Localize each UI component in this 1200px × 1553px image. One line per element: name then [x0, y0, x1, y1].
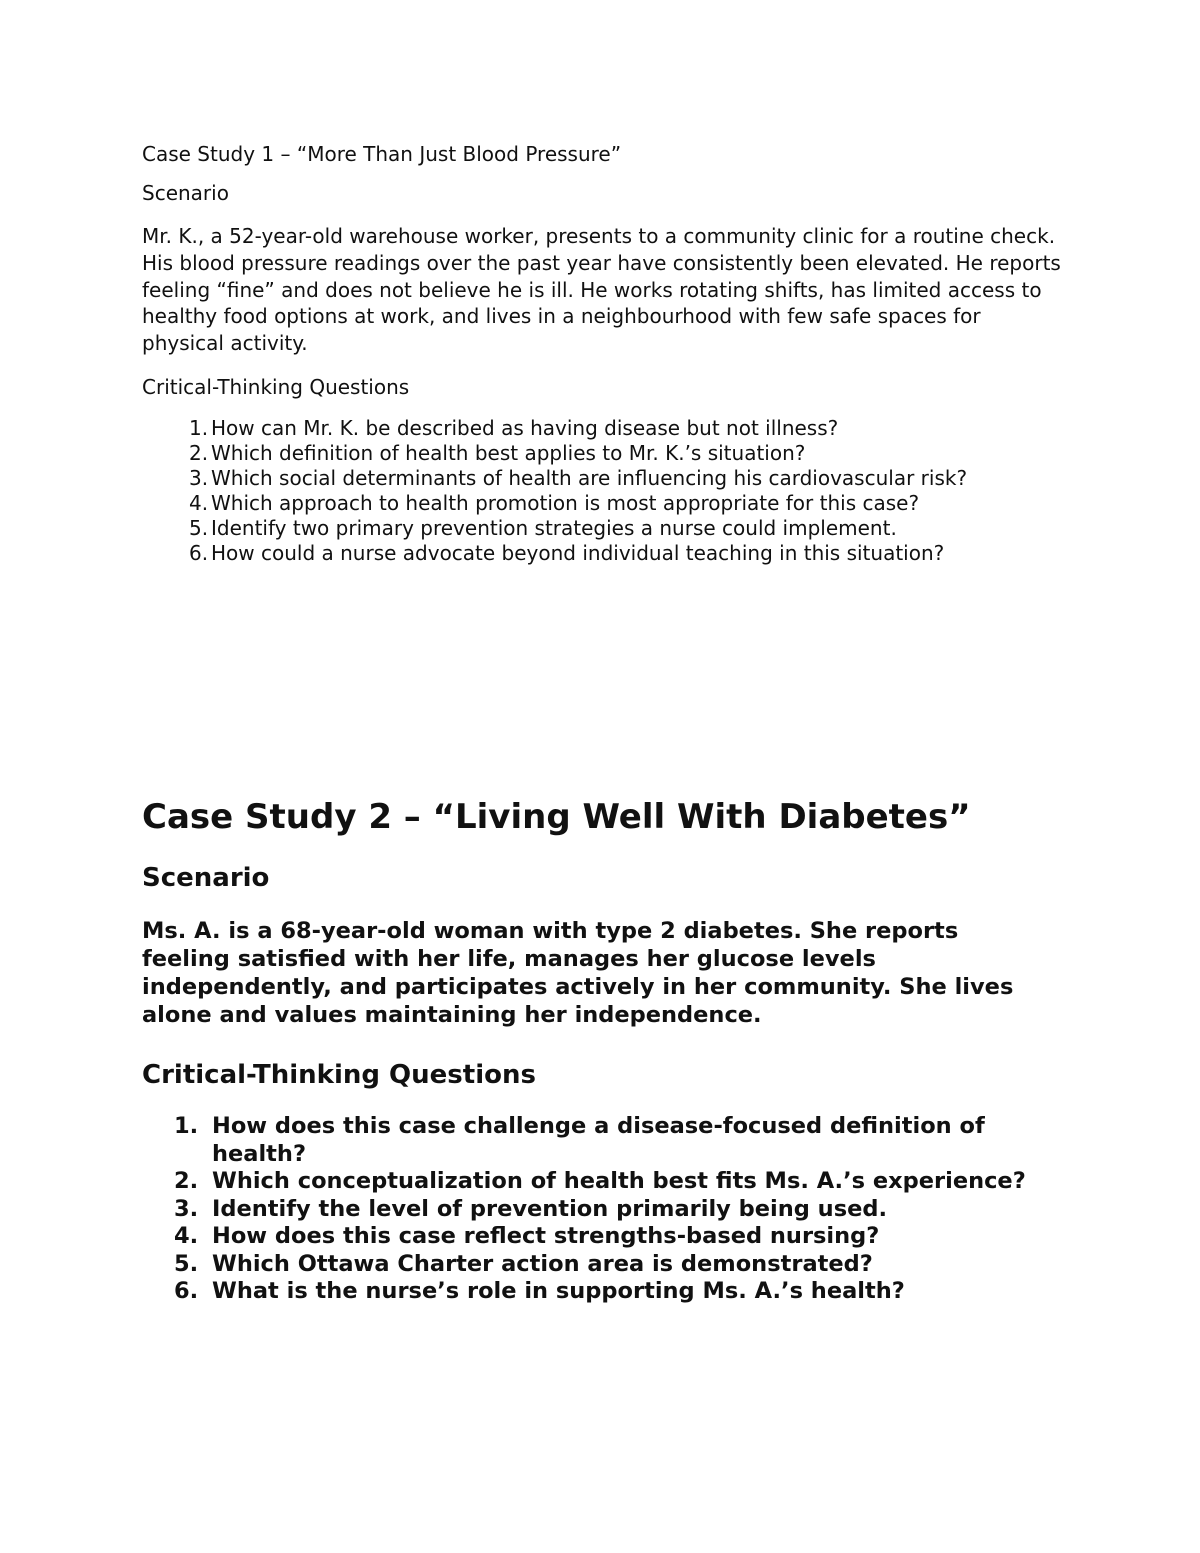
- question-number: 2.: [174, 1168, 199, 1194]
- question-number: 6.: [174, 1278, 199, 1304]
- question-text: Which conceptualization of health best fits Ms. A.’s experience?: [212, 1168, 1026, 1194]
- list-item: [142, 1168, 1082, 1196]
- question-text: What is the nurse’s role in supporting Ms. A.’s health?: [212, 1278, 905, 1304]
- question-text: Identify two primary prevention strategies a nurse could implement.: [211, 515, 897, 540]
- question-text: How can Mr. K. be described as having disease but not illness?: [211, 415, 839, 440]
- question-text: Which Ottawa Charter action area is demonstrated?: [212, 1250, 873, 1277]
- question-number: 6.: [189, 540, 209, 565]
- case-study-2-scenario-text: Ms. A. is a 68-year-old woman with type 2 diabetes. She reports feeling satisfied with her life, manages her glucose levels independently, and participates actively in her community. She lives alone and values maintaining her independence.: [142, 918, 1014, 1028]
- list-item: [142, 541, 1082, 566]
- question-text: Which social determinants of health are influencing his cardiovascular risk?: [211, 465, 968, 490]
- question-number: 1.: [189, 415, 209, 440]
- question-number: 2.: [189, 440, 209, 465]
- list-item: [142, 441, 1082, 466]
- question-text: Which approach to health promotion is most appropriate for this case?: [211, 490, 920, 515]
- case-study-1-scenario-text: Mr. K., a 52-year-old warehouse worker, presents to a community clinic for a routine check. His blood pressure readings over the past year have consistently been elevated. He reports feeling “fine” and does not believe he is ill. He works rotating shifts, has limited access to healthy food options at work, and lives in a neighbourhood with few safe spaces for physical activity.: [142, 224, 1061, 356]
- question-number: 5.: [174, 1250, 199, 1277]
- question-number: 4.: [174, 1223, 199, 1249]
- question-text: Identify the level of prevention primarily being used.: [212, 1195, 888, 1222]
- question-number: 3.: [189, 465, 209, 490]
- case-study-2-scenario-heading: Scenario: [142, 863, 270, 893]
- case-study-1-title: Case Study 1 – “More Than Just Blood Pressure”: [142, 142, 622, 166]
- case-study-1-question-list: [142, 416, 1082, 566]
- case-study-2: [142, 796, 1082, 1306]
- list-item: [142, 516, 1082, 541]
- list-item: [142, 1196, 1082, 1224]
- list-item: [142, 466, 1082, 491]
- case-study-1: [142, 141, 1082, 566]
- case-study-2-question-list: [142, 1113, 1082, 1306]
- list-item: [142, 416, 1082, 441]
- question-text: How does this case challenge a disease-focused definition of health?: [212, 1113, 985, 1167]
- question-number: 1.: [174, 1113, 199, 1139]
- question-number: 3.: [174, 1195, 199, 1222]
- list-item: [142, 1113, 1082, 1168]
- list-item: [142, 1251, 1082, 1279]
- list-item: [142, 491, 1082, 516]
- list-item: [142, 1278, 1082, 1306]
- question-text: Which definition of health best applies to Mr. K.’s situation?: [211, 440, 806, 465]
- question-text: How does this case reflect strengths-based nursing?: [212, 1223, 880, 1249]
- case-study-1-scenario-heading: Scenario: [142, 181, 229, 205]
- list-item: [142, 1223, 1082, 1251]
- case-study-2-title: Case Study 2 – “Living Well With Diabetes”: [142, 797, 971, 837]
- case-study-1-questions-heading: Critical-Thinking Questions: [142, 374, 410, 399]
- question-text: How could a nurse advocate beyond individual teaching in this situation?: [211, 540, 945, 565]
- question-number: 5.: [189, 515, 209, 540]
- question-number: 4.: [189, 490, 209, 515]
- case-study-2-questions-heading: Critical-Thinking Questions: [142, 1060, 536, 1090]
